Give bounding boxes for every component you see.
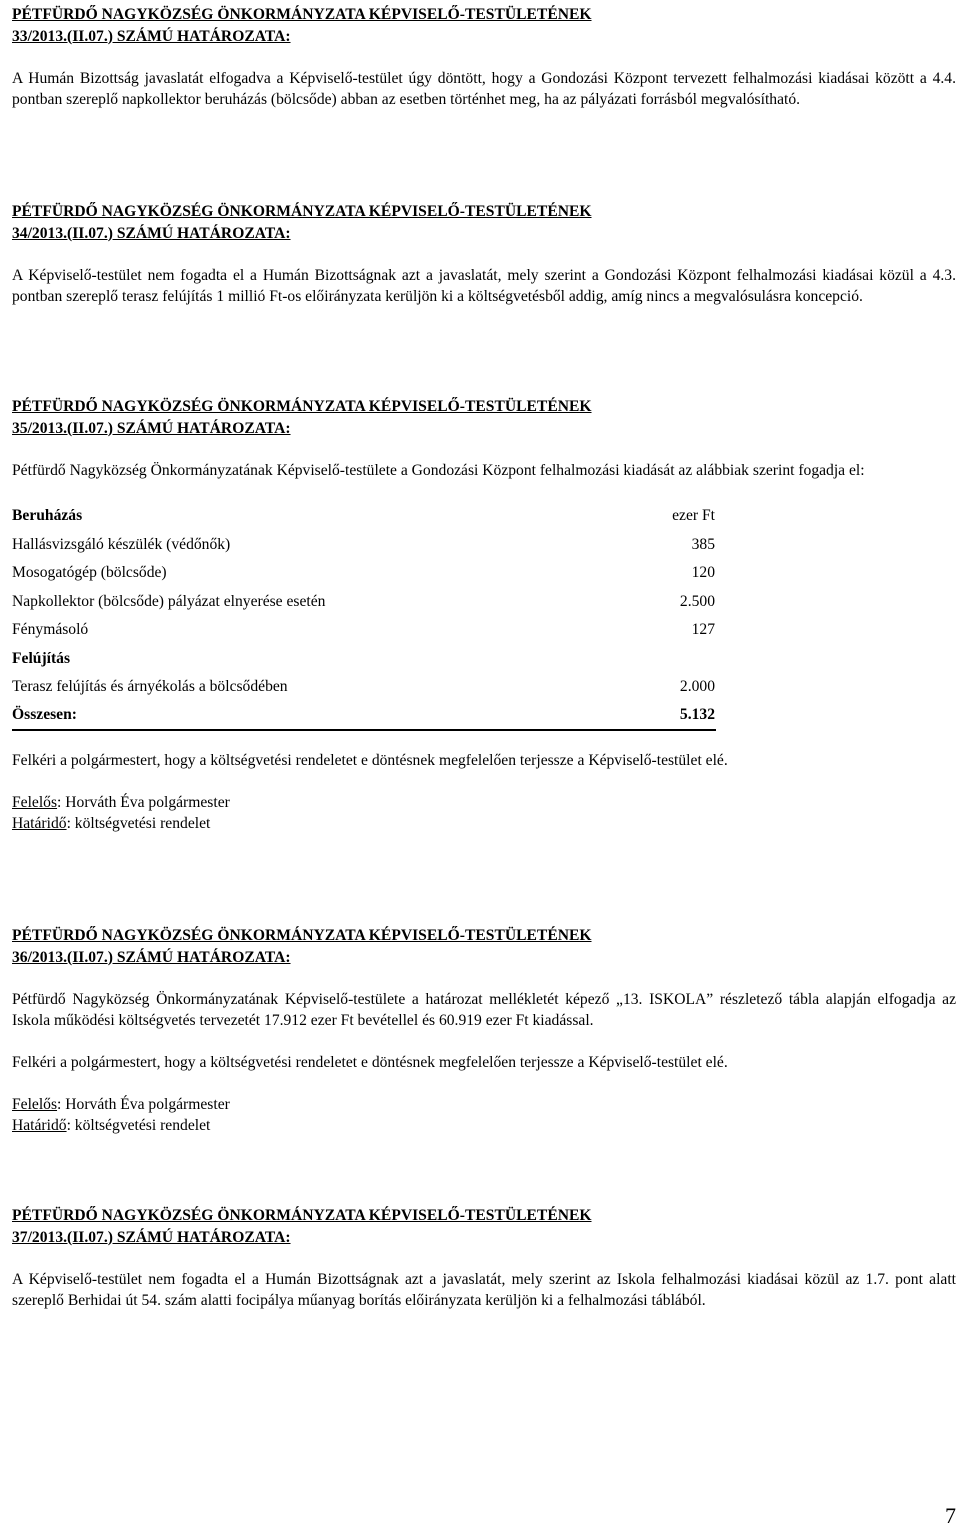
responsible-label: Felelős: [12, 793, 58, 811]
table-total-row: [12, 702, 716, 730]
row-label: Terasz felújítás és árnyékolás a bölcsődében: [12, 678, 288, 696]
total-label: Összesen:: [12, 702, 630, 730]
table-row: [12, 531, 716, 560]
resolution-36: [12, 925, 956, 1136]
page-number: 7: [945, 1503, 956, 1528]
row-label: Hallásvizsgáló készülék (védőnők): [12, 535, 231, 553]
row-label: Fénymásoló: [12, 621, 89, 639]
total-value: 5.132: [630, 702, 716, 730]
heading-council: PÉTFÜRDŐ NAGYKÖZSÉG ÖNKORMÁNYZATA KÉPVISELŐ-TESTÜLETÉNEK: [12, 6, 592, 23]
deadline-value: : költségvetési rendelet: [66, 1117, 211, 1134]
deadline-label: Határidő: [12, 814, 67, 832]
row-value: 2.500: [679, 592, 715, 610]
deadline-line: [12, 1115, 956, 1136]
budget-table: [12, 502, 716, 731]
resolution-text: Pétfürdő Nagyközség Önkormányzatának Képviselő-testülete a határozat mellékletét képező „13. ISKOLA” részletező tábla alapján elfogadja az Iskola működési költségvetés tervezetét 17.912 ezer Ft bevétellel és 60.919 ezer Ft kiadással.: [12, 991, 956, 1029]
row-value: 2.000: [679, 678, 715, 696]
heading-resolution-number: 37/2013.(II.07.) SZÁMÚ HATÁROZATA:: [12, 1228, 291, 1246]
heading-council: PÉTFÜRDŐ NAGYKÖZSÉG ÖNKORMÁNYZATA KÉPVISELŐ-TESTÜLETÉNEK: [12, 1207, 592, 1224]
heading-resolution-number: 36/2013.(II.07.) SZÁMÚ HATÁROZATA:: [12, 948, 291, 966]
resolution-34: [12, 201, 956, 307]
responsible-value: : Horváth Éva polgármester: [57, 1096, 230, 1113]
resolution-text: A Képviselő-testület nem fogadta el a Humán Bizottságnak azt a javaslatát, mely szerint az Iskola felhalmozási kiadásai közül az 1.7. pont alatt szereplő Berhidai út 54. szám alatti focipálya műanyag borítás előirányzata kerüljön ki a felhalmozási táblából.: [12, 1271, 956, 1309]
resolution-text: A Humán Bizottság javaslatát elfogadva a Képviselő-testület úgy döntött, hogy a Gondozási Központ tervezett felhalmozási kiadásai között a 4.4. pontban szereplő napkollektor beruházás (bölcsőde) abban az esetben történhet meg, ha az pályázati forrásból megvalósítható.: [12, 70, 956, 108]
row-value: 127: [691, 621, 715, 639]
resolution-37: [12, 1205, 956, 1311]
resolution-text: A Képviselő-testület nem fogadta el a Humán Bizottságnak azt a javaslatát, mely szerint a Gondozási Központ felhalmozási kiadásai közül a 4.3. pontban szereplő terasz felújítás 1 millió Ft-os előirányzata kerüljön ki a költségvetésből addig, amíg nincs a megvalósulásra koncepció.: [12, 267, 956, 305]
responsible-value: : Horváth Éva polgármester: [57, 793, 230, 811]
deadline-line: [12, 813, 956, 834]
table-row: [12, 588, 716, 617]
request-text: Felkéri a polgármestert, hogy a költségvetési rendeletet e döntésnek megfelelően terjessze a Képviselő-testület elé.: [12, 1054, 728, 1071]
responsible-label: Felelős: [12, 1096, 58, 1113]
heading-council: PÉTFÜRDŐ NAGYKÖZSÉG ÖNKORMÁNYZATA KÉPVISELŐ-TESTÜLETÉNEK: [12, 398, 592, 415]
row-label: Napkollektor (bölcsőde) pályázat elnyerése esetén: [12, 592, 326, 610]
resolution-35: [12, 396, 956, 834]
row-value: 385: [691, 535, 715, 553]
table-header-label: Beruházás: [12, 507, 83, 525]
request-text: Felkéri a polgármestert, hogy a költségvetési rendeletet e döntésnek megfelelően terjessze a Képviselő-testület elé.: [12, 751, 728, 769]
heading-resolution-number: 35/2013.(II.07.) SZÁMÚ HATÁROZATA:: [12, 419, 291, 437]
table-row: [12, 559, 716, 588]
deadline-value: : költségvetési rendelet: [66, 814, 211, 832]
table-row: [12, 616, 716, 645]
deadline-label: Határidő: [12, 1117, 67, 1134]
section-label: Felújítás: [12, 649, 71, 667]
heading-resolution-number: 34/2013.(II.07.) SZÁMÚ HATÁROZATA:: [12, 224, 291, 242]
table-header-row: [12, 502, 716, 531]
responsible-line: [12, 1094, 956, 1115]
heading-resolution-number: 33/2013.(II.07.) SZÁMÚ HATÁROZATA:: [12, 27, 291, 45]
resolution-text: Pétfürdő Nagyközség Önkormányzatának Képviselő-testülete a Gondozási Központ felhalmozási kiadását az alábbiak szerint fogadja el:: [12, 462, 865, 479]
resolution-33: [12, 4, 956, 110]
heading-council: PÉTFÜRDŐ NAGYKÖZSÉG ÖNKORMÁNYZATA KÉPVISELŐ-TESTÜLETÉNEK: [12, 203, 592, 220]
table-section-row: [12, 645, 716, 674]
responsible-line: [12, 792, 956, 813]
row-label: Mosogatógép (bölcsőde): [12, 564, 167, 582]
heading-council: PÉTFÜRDŐ NAGYKÖZSÉG ÖNKORMÁNYZATA KÉPVISELŐ-TESTÜLETÉNEK: [12, 927, 592, 944]
table-header-unit: ezer Ft: [672, 507, 715, 525]
row-value: 120: [691, 564, 715, 582]
table-row: [12, 673, 716, 702]
